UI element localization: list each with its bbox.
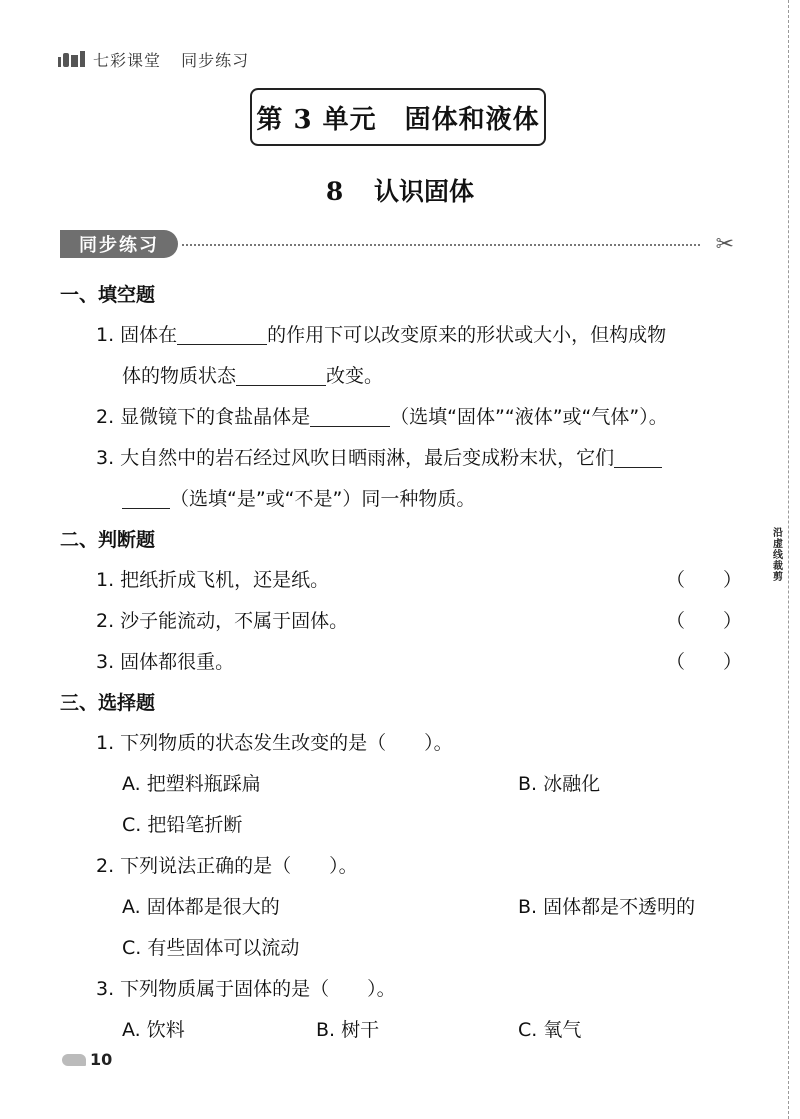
- fill-question-1-line-1: [60, 315, 750, 356]
- option-a[interactable]: A. 饮料: [122, 1019, 185, 1041]
- cut-guide-line: [788, 0, 789, 1119]
- option-c[interactable]: C. 氧气: [518, 1019, 582, 1041]
- worksheet-content: [60, 275, 750, 1051]
- fill-question-1-line-2: [60, 356, 750, 397]
- option-b[interactable]: B. 树干: [316, 1019, 380, 1041]
- dotted-divider: [182, 244, 700, 246]
- choice-question-2-options-row-2: [60, 928, 750, 969]
- option-a[interactable]: A. 把塑料瓶踩扁: [122, 773, 261, 795]
- answer-parentheses[interactable]: （ ）: [665, 651, 742, 673]
- choice-question-2-stem: 2. 下列说法正确的是（ ）。: [96, 855, 358, 877]
- practice-banner: [60, 230, 740, 260]
- answer-blank[interactable]: [177, 322, 267, 345]
- answer-parentheses[interactable]: （ ）: [665, 610, 742, 632]
- lesson-number: 8: [325, 177, 344, 206]
- judge-question-1: [60, 560, 750, 601]
- choice-question-2-options-row-1: [60, 887, 750, 928]
- cut-instruction-label: 沿虚线裁剪: [773, 528, 783, 583]
- section-true-false-title: 二、判断题: [60, 529, 156, 551]
- page-header: [58, 44, 263, 74]
- answer-blank[interactable]: [614, 445, 662, 468]
- option-c[interactable]: C. 有些固体可以流动: [122, 937, 300, 959]
- option-c[interactable]: C. 把铅笔折断: [122, 814, 243, 836]
- question-text: 1. 固体在: [96, 324, 178, 346]
- unit-number: 第 3 单元: [256, 104, 377, 135]
- option-a[interactable]: A. 固体都是很大的: [122, 896, 280, 918]
- question-text: 体的物质状态: [122, 365, 237, 387]
- scissors-icon: ✂: [715, 232, 734, 257]
- unit-title-box: [250, 88, 546, 146]
- fill-question-3-line-1: [60, 438, 750, 479]
- option-b[interactable]: B. 固体都是不透明的: [518, 896, 696, 918]
- question-text: 的作用下可以改变原来的形状或大小，但构成物: [267, 324, 667, 346]
- unit-title: 固体和液体: [404, 104, 540, 135]
- choice-question-3-options: [60, 1010, 750, 1051]
- judge-question-2: [60, 601, 750, 642]
- fill-question-2: [60, 397, 750, 438]
- question-text: 1. 把纸折成飞机，还是纸。: [96, 569, 330, 591]
- page-number: [62, 1050, 112, 1069]
- lesson-name: 认识固体: [374, 177, 475, 206]
- logo-icon: [58, 51, 85, 67]
- question-text: （选填“是”或“不是”）同一种物质。: [170, 488, 476, 510]
- brand-name: 七彩课堂: [93, 50, 162, 70]
- section-choice-title: 三、选择题: [60, 692, 156, 714]
- question-text: 改变。: [326, 365, 384, 387]
- question-text: （选填“固体”“液体”或“气体”）。: [390, 406, 668, 428]
- lesson-title: [0, 172, 800, 208]
- practice-label: 同步练习: [60, 230, 178, 258]
- answer-blank[interactable]: [122, 486, 170, 509]
- series-name: 同步练习: [181, 50, 250, 70]
- section-fill-in-title: 一、填空题: [60, 284, 156, 306]
- choice-question-1-stem: 1. 下列物质的状态发生改变的是（ ）。: [96, 732, 453, 754]
- answer-blank[interactable]: [310, 404, 390, 427]
- question-text: 3. 大自然中的岩石经过风吹日晒雨淋，最后变成粉末状，它们: [96, 447, 615, 469]
- leaf-icon: [62, 1054, 86, 1066]
- question-text: 2. 沙子能流动，不属于固体。: [96, 610, 349, 632]
- answer-blank[interactable]: [236, 363, 326, 386]
- choice-question-1-options-row-1: [60, 764, 750, 805]
- page-number-text: 10: [90, 1050, 113, 1069]
- question-text: 3. 固体都很重。: [96, 651, 235, 673]
- fill-question-3-line-2: [60, 479, 750, 520]
- choice-question-1-options-row-2: [60, 805, 750, 846]
- question-text: 2. 显微镜下的食盐晶体是: [96, 406, 311, 428]
- answer-parentheses[interactable]: （ ）: [665, 569, 742, 591]
- choice-question-3-stem: 3. 下列物质属于固体的是（ ）。: [96, 978, 396, 1000]
- option-b[interactable]: B. 冰融化: [518, 773, 601, 795]
- judge-question-3: [60, 642, 750, 683]
